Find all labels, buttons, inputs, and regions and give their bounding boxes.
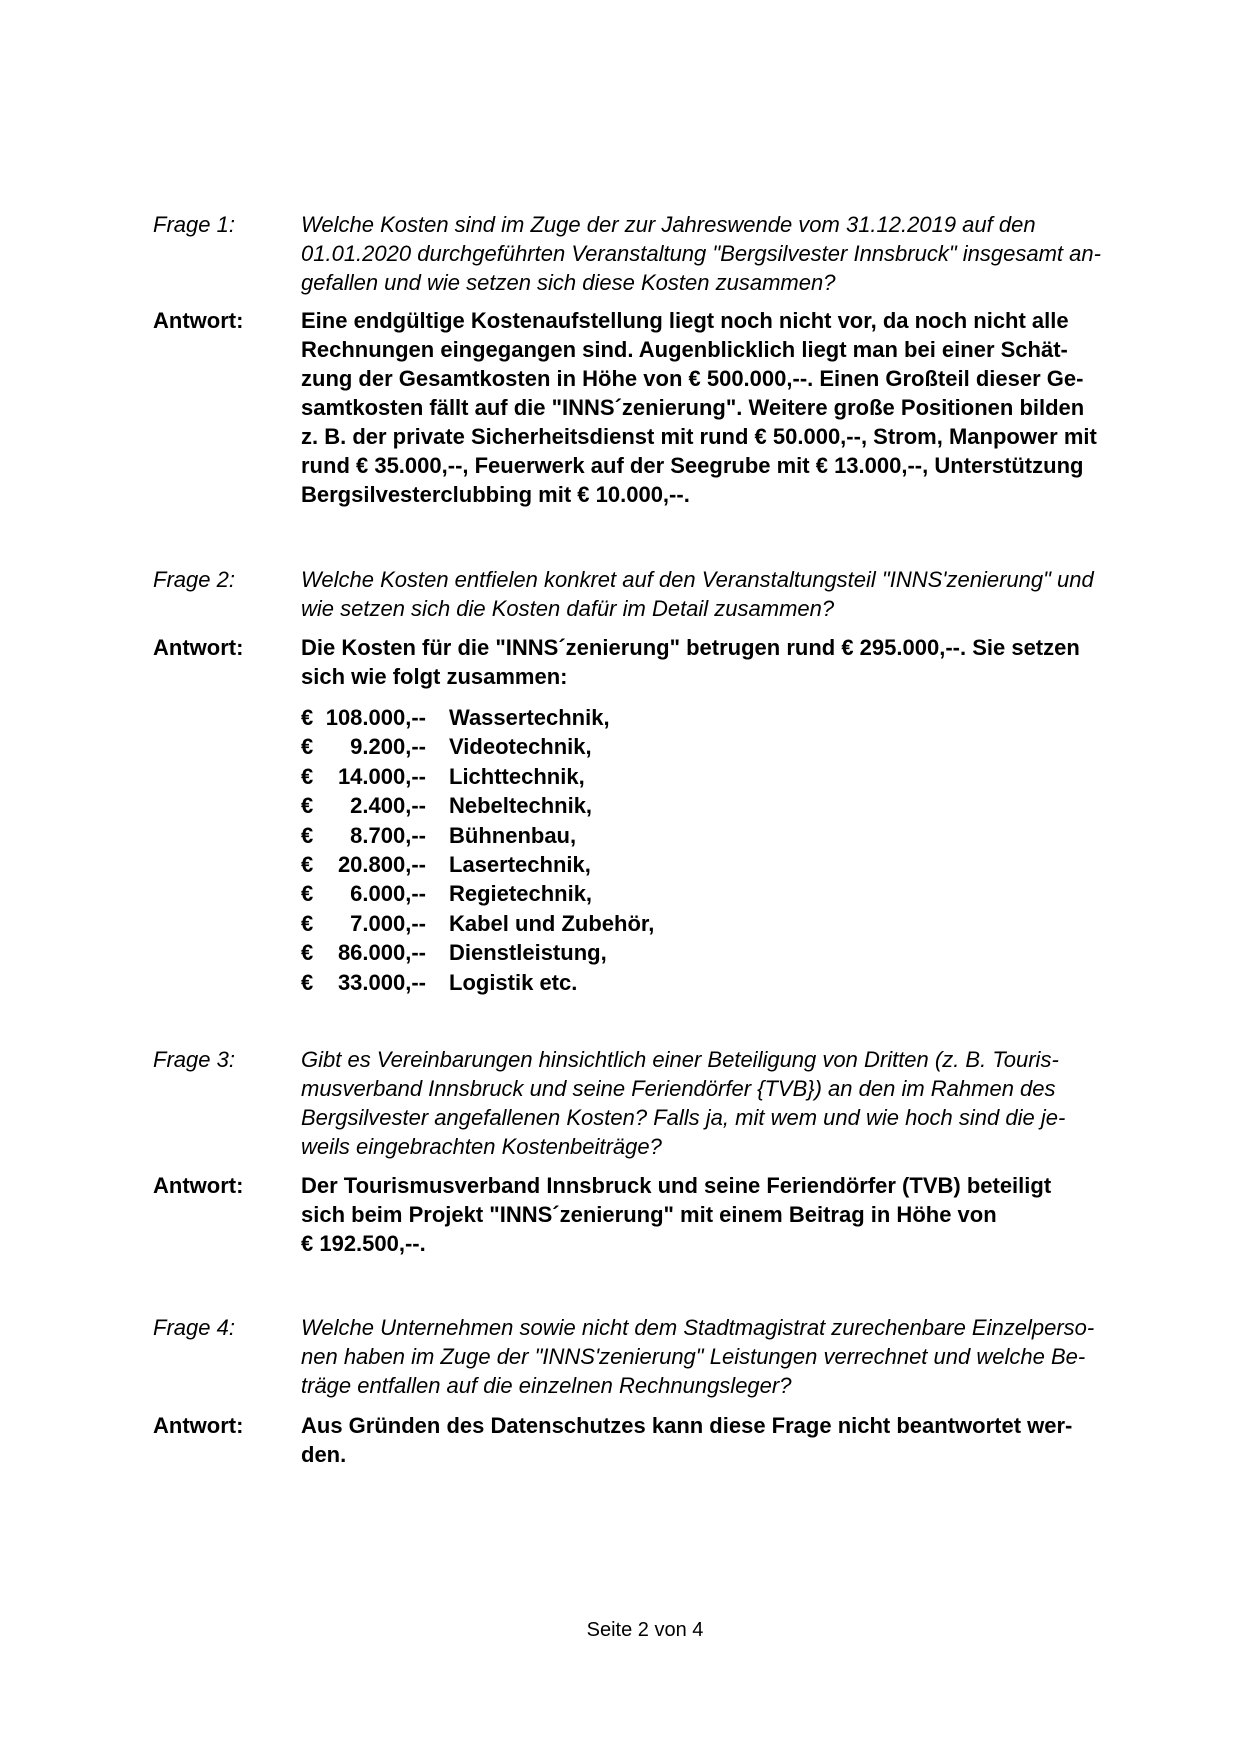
text-line: sich beim Projekt "INNS´zenierung" mit einem Beitrag in Höhe von	[301, 1202, 997, 1227]
text-line: Der Tourismusverband Innsbruck und seine Feriendörfer (TVB) beteiligt	[301, 1173, 1052, 1198]
cost-list	[301, 703, 1141, 997]
text-line: € 192.500,--.	[301, 1231, 426, 1256]
text-line: träge entfallen auf die einzelnen Rechnungsleger?	[301, 1373, 792, 1398]
question-2	[153, 565, 1153, 623]
text-line: Eine endgültige Kostenaufstellung liegt noch nicht vor, da noch nicht alle	[301, 308, 1069, 333]
text-line: Rechnungen eingegangen sind. Augenblicklich liegt man bei einer Schät-	[301, 337, 1068, 362]
currency-symbol: €	[301, 793, 314, 819]
cost-item: Bühnenbau,	[449, 822, 577, 848]
cost-row	[301, 791, 1141, 820]
question-3-text	[301, 1045, 1141, 1161]
question-2-text	[301, 565, 1141, 623]
cost-item: Lichttechnik,	[449, 763, 585, 789]
text-line: Bergsilvesterclubbing mit € 10.000,--.	[301, 482, 690, 507]
text-line: Welche Kosten sind im Zuge der zur Jahreswende vom 31.12.2019 auf den	[301, 212, 1036, 237]
currency-symbol: €	[301, 969, 314, 995]
question-3	[153, 1045, 1153, 1161]
text-line: rund € 35.000,--, Feuerwerk auf der Seegrube mit € 13.000,--, Unterstützung	[301, 453, 1084, 478]
answer-4-label: Antwort:	[153, 1413, 244, 1438]
question-4-text	[301, 1313, 1141, 1400]
cost-row	[301, 762, 1141, 791]
answer-1	[153, 306, 1153, 509]
answer-2-label: Antwort:	[153, 635, 244, 660]
cost-amount: 7.000,--	[350, 910, 426, 936]
cost-item: Logistik etc.	[449, 969, 578, 995]
cost-amount: 8.700,--	[350, 822, 426, 848]
currency-symbol: €	[301, 881, 314, 907]
answer-2-text	[301, 633, 1141, 997]
text-line: den.	[301, 1442, 347, 1467]
currency-symbol: €	[301, 822, 314, 848]
cost-item: Videotechnik,	[449, 734, 592, 760]
question-1-label: Frage 1:	[153, 212, 235, 237]
cost-row	[301, 968, 1141, 997]
cost-row	[301, 909, 1141, 938]
answer-1-label: Antwort:	[153, 308, 244, 333]
cost-amount: 33.000,--	[337, 969, 426, 995]
text-line: Aus Gründen des Datenschutzes kann diese Frage nicht beantwortet wer-	[301, 1413, 1073, 1438]
cost-amount: 108.000,--	[325, 705, 426, 730]
cost-amount: 86.000,--	[337, 940, 426, 966]
text-line: z. B. der private Sicherheitsdienst mit rund € 50.000,--, Strom, Manpower mit	[301, 424, 1097, 449]
answer-4	[153, 1411, 1153, 1469]
cost-row	[301, 879, 1141, 908]
currency-symbol: €	[301, 763, 314, 789]
answer-1-text	[301, 306, 1141, 509]
question-1-text	[301, 210, 1141, 297]
text-line: nen haben im Zuge der "INNS'zenierung" Leistungen verrechnet und welche Be-	[301, 1344, 1086, 1369]
cost-item: Nebeltechnik,	[449, 793, 593, 819]
cost-amount: 20.800,--	[337, 852, 426, 878]
cost-amount: 9.200,--	[350, 734, 426, 760]
text-line: Welche Unternehmen sowie nicht dem Stadtmagistrat zurechenbare Einzelperso-	[301, 1315, 1095, 1340]
text-line: samtkosten fällt auf die "INNS´zenierung". Weitere große Positionen bilden	[301, 395, 1085, 420]
text-line: weils eingebrachten Kostenbeiträge?	[301, 1134, 662, 1159]
cost-amount: 2.400,--	[350, 793, 426, 819]
cost-row	[301, 821, 1141, 850]
cost-row	[301, 732, 1141, 761]
cost-item: Wassertechnik,	[449, 705, 610, 730]
currency-symbol: €	[301, 734, 314, 760]
text-line: zung der Gesamtkosten in Höhe von € 500.000,--. Einen Großteil dieser Ge-	[301, 366, 1084, 391]
cost-item: Regietechnik,	[449, 881, 593, 907]
text-line: 01.01.2020 durchgeführten Veranstaltung "Bergsilvester Innsbruck" insgesamt an-	[301, 241, 1101, 266]
question-4	[153, 1313, 1153, 1400]
question-3-label: Frage 3:	[153, 1047, 235, 1072]
answer-3-label: Antwort:	[153, 1173, 244, 1198]
cost-amount: 6.000,--	[350, 881, 426, 907]
question-4-label: Frage 4:	[153, 1315, 235, 1340]
cost-row	[301, 850, 1141, 879]
answer-2	[153, 633, 1153, 997]
text-line: sich wie folgt zusammen:	[301, 664, 568, 689]
cost-item: Kabel und Zubehör,	[449, 910, 655, 936]
text-line: gefallen und wie setzen sich diese Kosten zusammen?	[301, 270, 836, 295]
cost-row	[301, 703, 1141, 732]
cost-amount: 14.000,--	[337, 763, 426, 789]
cost-item: Lasertechnik,	[449, 852, 591, 878]
answer-3	[153, 1171, 1153, 1258]
text-line: Die Kosten für die "INNS´zenierung" betrugen rund € 295.000,--. Sie setzen	[301, 635, 1080, 660]
cost-row	[301, 938, 1141, 967]
currency-symbol: €	[301, 910, 314, 936]
answer-3-text	[301, 1171, 1141, 1258]
text-line: wie setzen sich die Kosten dafür im Detail zusammen?	[301, 596, 835, 621]
text-line: musverband Innsbruck und seine Feriendörfer {TVB}) an den im Rahmen des	[301, 1076, 1056, 1101]
question-2-label: Frage 2:	[153, 567, 235, 592]
currency-symbol: €	[301, 705, 314, 730]
question-1	[153, 210, 1153, 297]
text-line: Welche Kosten entfielen konkret auf den Veranstaltungsteil "INNS'zenierung" und	[301, 567, 1094, 592]
currency-symbol: €	[301, 852, 314, 878]
text-line: Gibt es Vereinbarungen hinsichtlich einer Beteiligung von Dritten (z. B. Touris-	[301, 1047, 1059, 1072]
answer-4-text	[301, 1411, 1141, 1469]
page-number: Seite 2 von 4	[586, 1619, 704, 1641]
text-line: Bergsilvester angefallenen Kosten? Falls ja, mit wem und wie hoch sind die je-	[301, 1105, 1066, 1130]
currency-symbol: €	[301, 940, 314, 966]
cost-item: Dienstleistung,	[449, 940, 607, 966]
